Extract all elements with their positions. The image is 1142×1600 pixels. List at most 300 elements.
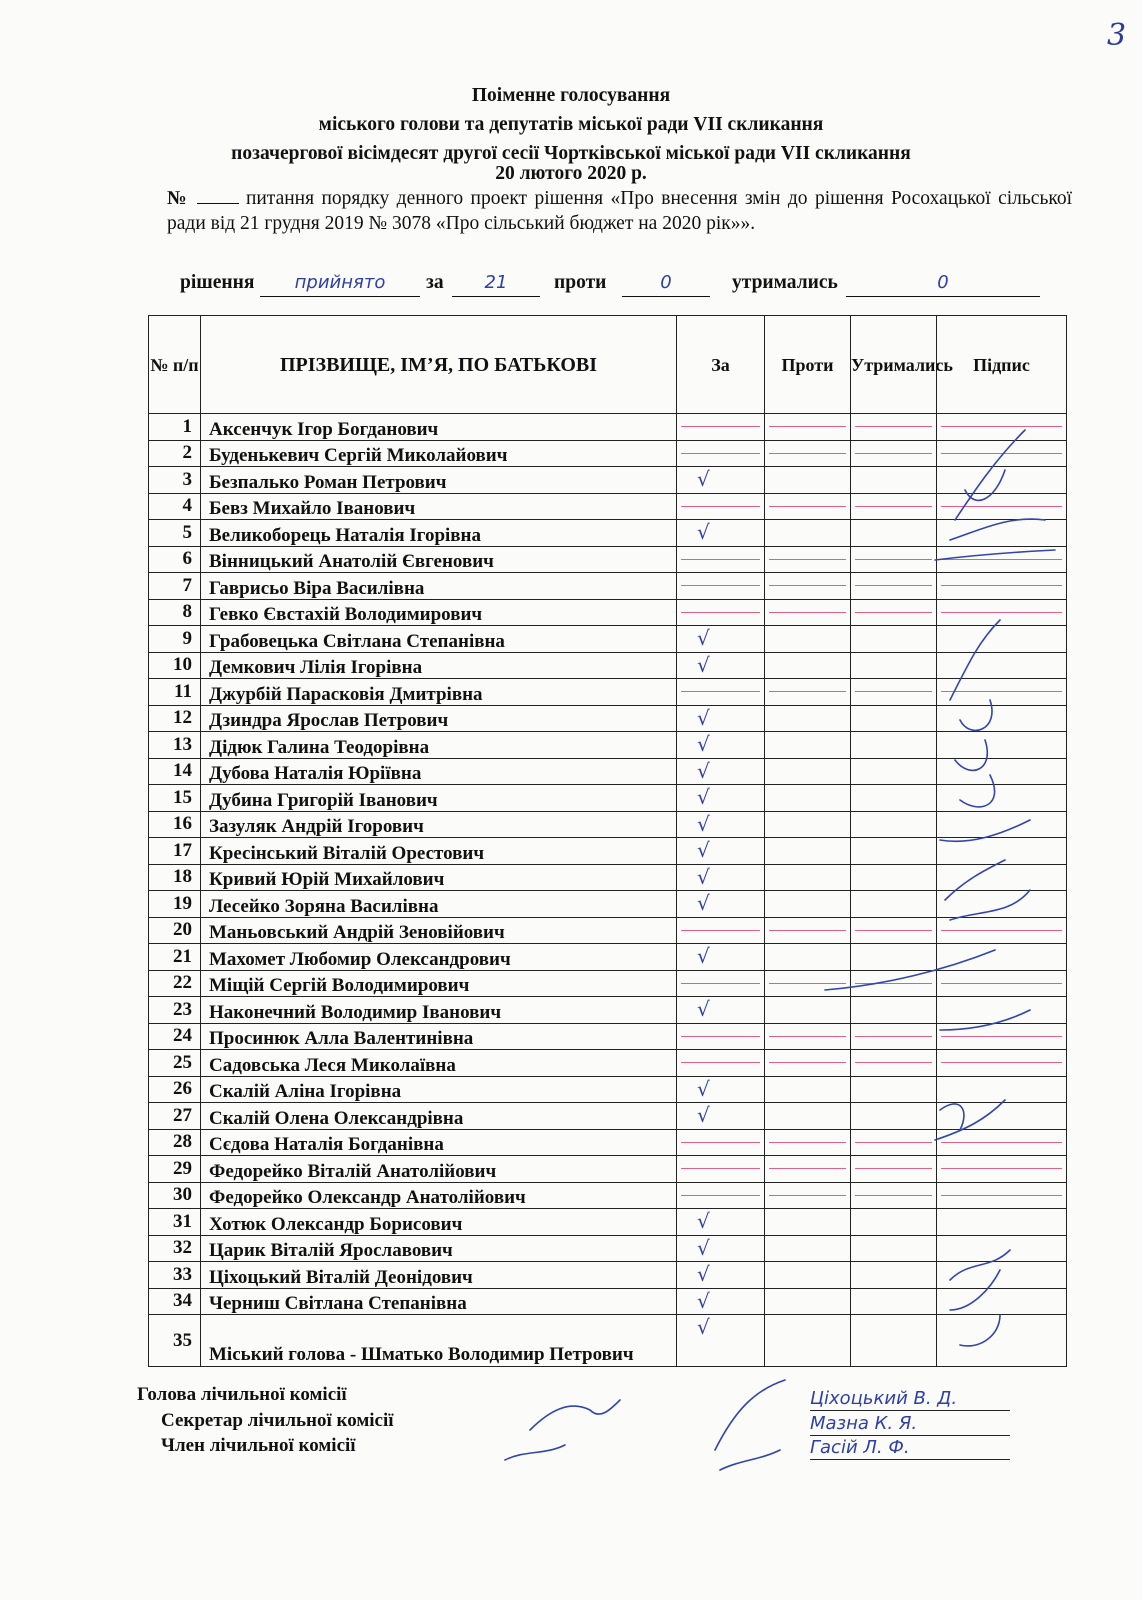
vote-abstain-cell xyxy=(851,1076,937,1103)
deputy-name: Дзиндра Ярослав Петрович xyxy=(201,705,677,732)
vote-abstain-cell xyxy=(851,997,937,1024)
table-row xyxy=(149,970,1067,997)
signature-cell xyxy=(937,1023,1067,1050)
vote-abstain-cell xyxy=(851,864,937,891)
deputy-name: Бевз Михайло Іванович xyxy=(201,493,677,520)
row-number: 28 xyxy=(149,1129,201,1156)
vote-against-cell xyxy=(765,758,851,785)
vote-abstain-cell xyxy=(851,785,937,812)
deputy-name: Сєдова Наталія Богданівна xyxy=(201,1129,677,1156)
signature-cell xyxy=(937,493,1067,520)
deputy-name: Буденькевич Сергій Миколайович xyxy=(201,440,677,467)
vote-against-cell xyxy=(765,1129,851,1156)
absent-strike-line xyxy=(681,1036,760,1037)
table-row xyxy=(149,1235,1067,1262)
absent-strike-line xyxy=(855,1142,932,1143)
vote-abstain-cell xyxy=(851,1182,937,1209)
signature-cell xyxy=(937,1262,1067,1289)
row-number: 21 xyxy=(149,944,201,971)
absent-strike-line xyxy=(681,1168,760,1169)
col-header-name: ПРІЗВИЩЕ, ІМ’Я, ПО БАТЬКОВІ xyxy=(201,316,677,414)
signature-cell xyxy=(937,970,1067,997)
absent-strike-line xyxy=(941,506,1062,507)
checkmark-icon: √ xyxy=(697,1262,710,1286)
absent-strike-line xyxy=(855,559,932,560)
vote-against-cell xyxy=(765,652,851,679)
row-number: 2 xyxy=(149,440,201,467)
absent-strike-line xyxy=(941,691,1062,692)
absent-strike-line xyxy=(681,506,760,507)
row-number: 6 xyxy=(149,546,201,573)
vote-against-cell xyxy=(765,970,851,997)
absent-strike-line xyxy=(769,453,846,454)
vote-abstain-cell xyxy=(851,758,937,785)
deputy-name: Міщій Сергій Володимирович xyxy=(201,970,677,997)
absent-strike-line xyxy=(855,1036,932,1037)
row-number: 22 xyxy=(149,970,201,997)
checkmark-icon: √ xyxy=(697,626,710,650)
vote-for-cell xyxy=(677,838,765,865)
vote-against-cell xyxy=(765,864,851,891)
table-row xyxy=(149,440,1067,467)
vote-for-cell xyxy=(677,705,765,732)
checkmark-icon: √ xyxy=(697,1315,710,1339)
signature-cell xyxy=(937,440,1067,467)
table-row xyxy=(149,732,1067,759)
vote-abstain-cell xyxy=(851,1288,937,1315)
vote-for-cell xyxy=(677,626,765,653)
vote-abstain-cell xyxy=(851,970,937,997)
table-row xyxy=(149,917,1067,944)
table-row xyxy=(149,520,1067,547)
vote-for-cell xyxy=(677,493,765,520)
page-number: 3 xyxy=(1107,18,1127,53)
signature-cell xyxy=(937,546,1067,573)
vote-for-cell xyxy=(677,1023,765,1050)
abstain-value: 0 xyxy=(846,272,1040,297)
vote-against-cell xyxy=(765,520,851,547)
signature-cell xyxy=(937,467,1067,494)
table-row xyxy=(149,997,1067,1024)
deputy-name: Маньовський Андрій Зеновійович xyxy=(201,917,677,944)
absent-strike-line xyxy=(769,1142,846,1143)
row-number: 17 xyxy=(149,838,201,865)
row-number: 25 xyxy=(149,1050,201,1077)
vote-for-cell xyxy=(677,599,765,626)
row-number: 16 xyxy=(149,811,201,838)
absent-strike-line xyxy=(855,1168,932,1169)
vote-abstain-cell xyxy=(851,1235,937,1262)
checkmark-icon: √ xyxy=(697,758,710,783)
absent-strike-line xyxy=(855,612,932,613)
deputy-name: Махомет Любомир Олександрович xyxy=(201,944,677,971)
absent-strike-line xyxy=(855,691,932,692)
absent-strike-line xyxy=(941,1142,1062,1143)
absent-strike-line xyxy=(681,453,760,454)
checkmark-icon: √ xyxy=(697,997,710,1021)
signature-cell xyxy=(937,864,1067,891)
vote-for-cell xyxy=(677,1050,765,1077)
vote-against-cell xyxy=(765,838,851,865)
col-header-for: За xyxy=(677,316,765,414)
absent-strike-line xyxy=(769,506,846,507)
absent-strike-line xyxy=(769,983,846,984)
table-row xyxy=(149,467,1067,494)
title-line-2: міського голови та депутатів міської ради VІІ скликання xyxy=(318,114,824,135)
deputy-name: Гаврисьо Віра Василівна xyxy=(201,573,677,600)
deputy-name: Хотюк Олександр Борисович xyxy=(201,1209,677,1236)
absent-strike-line xyxy=(941,1062,1062,1063)
table-row xyxy=(149,414,1067,441)
vote-against-cell xyxy=(765,944,851,971)
checkmark-icon: √ xyxy=(697,1209,710,1233)
deputy-name: Джурбій Парасковія Дмитрівна xyxy=(201,679,677,706)
row-number: 23 xyxy=(149,997,201,1024)
vote-against-cell xyxy=(765,1050,851,1077)
signature-cell xyxy=(937,1129,1067,1156)
table-row xyxy=(149,1103,1067,1130)
checkmark-icon: √ xyxy=(697,705,710,730)
vote-abstain-cell xyxy=(851,1129,937,1156)
vote-for-cell xyxy=(677,546,765,573)
table-row xyxy=(149,785,1067,812)
row-number: 3 xyxy=(149,467,201,494)
vote-against-cell xyxy=(765,546,851,573)
signature-cell xyxy=(937,758,1067,785)
absent-strike-line xyxy=(769,691,846,692)
table-row xyxy=(149,493,1067,520)
against-label: проти xyxy=(554,272,607,293)
deputy-name: Безпалько Роман Петрович xyxy=(201,467,677,494)
counting-commission-chair-label: Голова лічильної комісії xyxy=(137,1384,347,1405)
vote-against-cell xyxy=(765,679,851,706)
absent-strike-line xyxy=(769,426,846,427)
vote-abstain-cell xyxy=(851,1023,937,1050)
member-name: Гасій Л. Ф. xyxy=(810,1437,1010,1460)
table-row xyxy=(149,1315,1067,1367)
vote-rows xyxy=(149,414,1067,1367)
vote-for-cell xyxy=(677,944,765,971)
vote-for-cell xyxy=(677,1315,765,1367)
vote-abstain-cell xyxy=(851,1156,937,1183)
absent-strike-line xyxy=(941,930,1062,931)
vote-abstain-cell xyxy=(851,440,937,467)
row-number: 8 xyxy=(149,599,201,626)
row-number: 34 xyxy=(149,1288,201,1315)
deputy-name: Дубова Наталія Юріївна xyxy=(201,758,677,785)
vote-for-cell xyxy=(677,917,765,944)
deputy-name: Великоборець Наталія Ігорівна xyxy=(201,520,677,547)
vote-abstain-cell xyxy=(851,1315,937,1367)
vote-abstain-cell xyxy=(851,838,937,865)
table-row xyxy=(149,838,1067,865)
vote-abstain-cell xyxy=(851,1103,937,1130)
vote-for-cell xyxy=(677,573,765,600)
vote-against-cell xyxy=(765,599,851,626)
absent-strike-line xyxy=(769,559,846,560)
row-number: 31 xyxy=(149,1209,201,1236)
absent-strike-line xyxy=(855,426,932,427)
vote-against-cell xyxy=(765,705,851,732)
vote-table xyxy=(148,315,1067,1367)
row-number: 14 xyxy=(149,758,201,785)
vote-for-cell xyxy=(677,864,765,891)
agenda-body: питання порядку денного проект рішення «Про внесення змін до рішення Росохацької сільської ради від 21 грудня 2019 № 3078 «Про сільський бюджет на 2020 рік»». xyxy=(167,188,1072,234)
row-number: 19 xyxy=(149,891,201,918)
vote-against-cell xyxy=(765,1288,851,1315)
for-label: за xyxy=(426,272,444,293)
vote-for-cell xyxy=(677,520,765,547)
vote-abstain-cell xyxy=(851,493,937,520)
signature-cell xyxy=(937,785,1067,812)
vote-for-cell xyxy=(677,1288,765,1315)
vote-abstain-cell xyxy=(851,917,937,944)
vote-abstain-cell xyxy=(851,520,937,547)
title-date: 20 лютого 2020 р. xyxy=(495,163,647,184)
vote-against-cell xyxy=(765,573,851,600)
deputy-name: Міський голова - Шматько Володимир Петрович xyxy=(201,1315,677,1367)
vote-for-cell xyxy=(677,679,765,706)
vote-for-cell xyxy=(677,758,765,785)
vote-against-cell xyxy=(765,1182,851,1209)
table-row xyxy=(149,1050,1067,1077)
vote-against-cell xyxy=(765,414,851,441)
signature-cell xyxy=(937,1288,1067,1315)
vote-abstain-cell xyxy=(851,679,937,706)
signature-cell xyxy=(937,573,1067,600)
absent-strike-line xyxy=(941,1168,1062,1169)
deputy-name: Черниш Світлана Степанівна xyxy=(201,1288,677,1315)
row-number: 12 xyxy=(149,705,201,732)
absent-strike-line xyxy=(681,1062,760,1063)
row-number: 1 xyxy=(149,414,201,441)
deputy-name: Скалій Олена Олександрівна xyxy=(201,1103,677,1130)
signature-cell xyxy=(937,599,1067,626)
checkmark-icon: √ xyxy=(697,1235,710,1260)
vote-for-cell xyxy=(677,1209,765,1236)
row-number: 30 xyxy=(149,1182,201,1209)
absent-strike-line xyxy=(855,983,932,984)
signature-cell xyxy=(937,997,1067,1024)
row-number: 32 xyxy=(149,1235,201,1262)
vote-for-cell xyxy=(677,467,765,494)
absent-strike-line xyxy=(855,585,932,586)
absent-strike-line xyxy=(941,585,1062,586)
vote-against-cell xyxy=(765,891,851,918)
for-value: 21 xyxy=(452,272,540,297)
absent-strike-line xyxy=(769,1036,846,1037)
deputy-name: Грабовецька Світлана Степанівна xyxy=(201,626,677,653)
table-row xyxy=(149,1156,1067,1183)
vote-for-cell xyxy=(677,732,765,759)
deputy-name: Аксенчук Ігор Богданович xyxy=(201,414,677,441)
row-number: 10 xyxy=(149,652,201,679)
deputy-name: Федорейко Віталій Анатолійович xyxy=(201,1156,677,1183)
vote-for-cell xyxy=(677,1262,765,1289)
signature-cell xyxy=(937,414,1067,441)
vote-for-cell xyxy=(677,970,765,997)
vote-against-cell xyxy=(765,1262,851,1289)
checkmark-icon: √ xyxy=(697,891,710,915)
checkmark-icon: √ xyxy=(697,1288,710,1313)
table-row xyxy=(149,652,1067,679)
vote-against-cell xyxy=(765,785,851,812)
absent-strike-line xyxy=(681,1142,760,1143)
signature-cell xyxy=(937,1235,1067,1262)
row-number: 29 xyxy=(149,1156,201,1183)
vote-against-cell xyxy=(765,1315,851,1367)
vote-against-cell xyxy=(765,1103,851,1130)
deputy-name: Дідюк Галина Теодорівна xyxy=(201,732,677,759)
vote-against-cell xyxy=(765,467,851,494)
row-number: 11 xyxy=(149,679,201,706)
table-row xyxy=(149,573,1067,600)
checkmark-icon: √ xyxy=(697,732,710,756)
vote-abstain-cell xyxy=(851,1050,937,1077)
table-row xyxy=(149,626,1067,653)
checkmark-icon: √ xyxy=(697,1076,710,1101)
row-number: 13 xyxy=(149,732,201,759)
absent-strike-line xyxy=(941,453,1062,454)
vote-abstain-cell xyxy=(851,414,937,441)
checkmark-icon: √ xyxy=(697,864,710,889)
vote-for-cell xyxy=(677,1235,765,1262)
signature-cell xyxy=(937,917,1067,944)
vote-against-cell xyxy=(765,626,851,653)
table-row xyxy=(149,1023,1067,1050)
checkmark-icon: √ xyxy=(697,467,710,491)
table-row xyxy=(149,811,1067,838)
absent-strike-line xyxy=(855,506,932,507)
table-row xyxy=(149,1129,1067,1156)
deputy-name: Кривий Юрій Михайлович xyxy=(201,864,677,891)
vote-against-cell xyxy=(765,1156,851,1183)
vote-abstain-cell xyxy=(851,599,937,626)
vote-for-cell xyxy=(677,414,765,441)
chair-name: Ціхоцький В. Д. xyxy=(810,1388,1010,1411)
checkmark-icon: √ xyxy=(697,944,710,968)
signature-cell xyxy=(937,679,1067,706)
row-number: 4 xyxy=(149,493,201,520)
absent-strike-line xyxy=(941,983,1062,984)
signature-cell xyxy=(937,1050,1067,1077)
col-header-abstain: Утримались xyxy=(851,316,937,414)
deputy-name: Демкович Лілія Ігорівна xyxy=(201,652,677,679)
absent-strike-line xyxy=(941,559,1062,560)
absent-strike-line xyxy=(681,691,760,692)
signature-cell xyxy=(937,1156,1067,1183)
decision-label: рішення xyxy=(180,272,255,293)
table-row xyxy=(149,599,1067,626)
vote-abstain-cell xyxy=(851,944,937,971)
row-number: 35 xyxy=(149,1315,201,1367)
vote-against-cell xyxy=(765,1023,851,1050)
vote-abstain-cell xyxy=(851,546,937,573)
vote-against-cell xyxy=(765,917,851,944)
vote-abstain-cell xyxy=(851,1262,937,1289)
deputy-name: Гевко Євстахій Володимирович xyxy=(201,599,677,626)
agenda-number-prefix: № xyxy=(167,188,190,209)
deputy-name: Вінницький Анатолій Євгенович xyxy=(201,546,677,573)
absent-strike-line xyxy=(941,1036,1062,1037)
vote-against-cell xyxy=(765,732,851,759)
vote-abstain-cell xyxy=(851,811,937,838)
absent-strike-line xyxy=(769,612,846,613)
deputy-name: Царик Віталій Ярославович xyxy=(201,1235,677,1262)
table-row xyxy=(149,1209,1067,1236)
counting-commission-secretary-label: Секретар лічильної комісії xyxy=(161,1410,394,1431)
vote-abstain-cell xyxy=(851,732,937,759)
row-number: 15 xyxy=(149,785,201,812)
deputy-name: Федорейко Олександр Анатолійович xyxy=(201,1182,677,1209)
vote-for-cell xyxy=(677,1103,765,1130)
absent-strike-line xyxy=(681,559,760,560)
absent-strike-line xyxy=(681,1195,760,1196)
vote-for-cell xyxy=(677,997,765,1024)
row-number: 33 xyxy=(149,1262,201,1289)
absent-strike-line xyxy=(769,585,846,586)
vote-for-cell xyxy=(677,1129,765,1156)
table-row xyxy=(149,679,1067,706)
signature-cell xyxy=(937,811,1067,838)
deputy-name: Наконечний Володимир Іванович xyxy=(201,997,677,1024)
decision-value: прийнято xyxy=(260,272,420,297)
checkmark-icon: √ xyxy=(697,652,710,677)
signature-cell xyxy=(937,1315,1067,1367)
absent-strike-line xyxy=(941,1195,1062,1196)
absent-strike-line xyxy=(855,1195,932,1196)
row-number: 27 xyxy=(149,1103,201,1130)
signature-cell xyxy=(937,520,1067,547)
deputy-name: Ціхоцький Віталій Деонідович xyxy=(201,1262,677,1289)
table-row xyxy=(149,1288,1067,1315)
vote-for-cell xyxy=(677,1076,765,1103)
counting-commission-member-label: Член лічильної комісії xyxy=(161,1435,356,1456)
absent-strike-line xyxy=(769,1168,846,1169)
vote-for-cell xyxy=(677,811,765,838)
vote-abstain-cell xyxy=(851,705,937,732)
deputy-name: Зазуляк Андрій Ігорович xyxy=(201,811,677,838)
signature-cell xyxy=(937,1182,1067,1209)
signature-cell xyxy=(937,1209,1067,1236)
col-header-against: Проти xyxy=(765,316,851,414)
deputy-name: Кресінський Віталій Орестович xyxy=(201,838,677,865)
vote-for-cell xyxy=(677,785,765,812)
table-row xyxy=(149,944,1067,971)
vote-against-cell xyxy=(765,440,851,467)
signature-cell xyxy=(937,838,1067,865)
signature-cell xyxy=(937,1103,1067,1130)
absent-strike-line xyxy=(855,453,932,454)
absent-strike-line xyxy=(681,585,760,586)
absent-strike-line xyxy=(681,983,760,984)
deputy-name: Садовська Леся Миколаївна xyxy=(201,1050,677,1077)
col-header-num: № п/п xyxy=(149,316,201,414)
vote-against-cell xyxy=(765,997,851,1024)
signature-cell xyxy=(937,944,1067,971)
vote-abstain-cell xyxy=(851,573,937,600)
secretary-name: Мазна К. Я. xyxy=(810,1413,1010,1436)
title-line-3: позачергової вісімдесят другої сесії Чортківської міської ради VІІ скликання xyxy=(231,143,911,164)
abstain-label: утримались xyxy=(732,272,838,293)
vote-against-cell xyxy=(765,811,851,838)
vote-against-cell xyxy=(765,1235,851,1262)
vote-against-cell xyxy=(765,1076,851,1103)
col-header-signature: Підпис xyxy=(937,316,1067,414)
deputy-name: Просинюк Алла Валентинівна xyxy=(201,1023,677,1050)
agenda-text xyxy=(167,186,1072,236)
row-number: 9 xyxy=(149,626,201,653)
